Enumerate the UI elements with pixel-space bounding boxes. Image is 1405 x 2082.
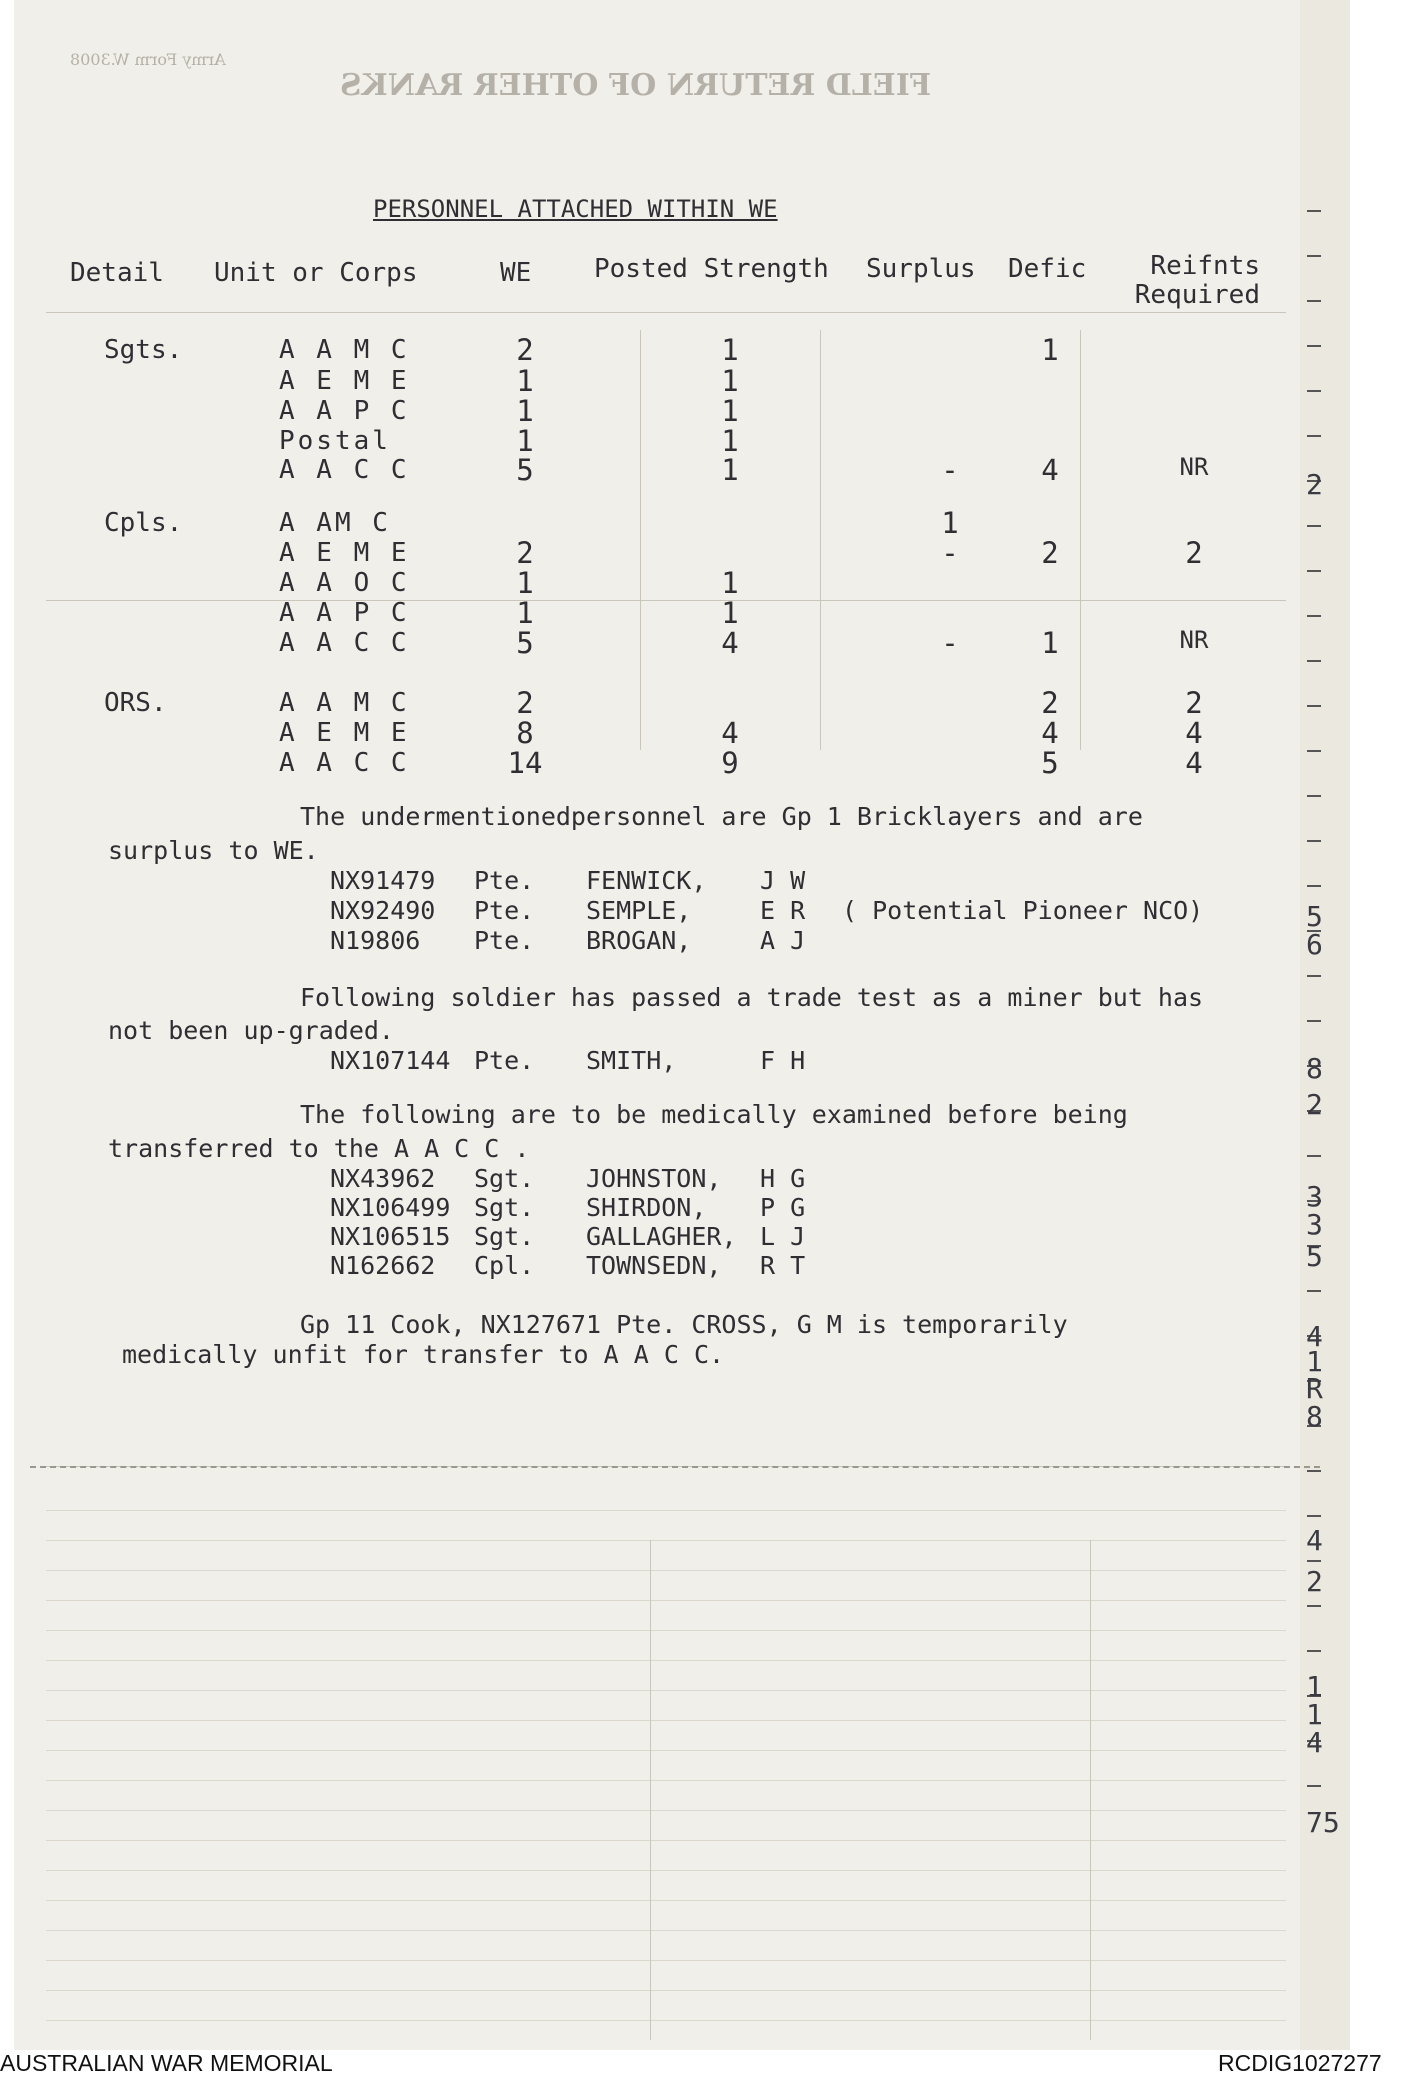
surname: FENWICK, — [586, 866, 707, 895]
posted-cell: 1 — [721, 333, 739, 367]
form-rule — [46, 1780, 1286, 1781]
detail-label: ORS. — [104, 688, 167, 718]
rank: Pte. — [474, 926, 535, 955]
we-cell: 2 — [516, 333, 534, 367]
service-number: N19806 — [330, 926, 421, 955]
margin-number: 75 — [1306, 1806, 1340, 1839]
rank: Pte. — [474, 866, 535, 895]
unit-cell: A A C C — [279, 455, 410, 485]
form-rule — [46, 1750, 1286, 1751]
note-cook-line1: Gp 11 Cook, NX127671 Pte. CROSS, G M is temporarily — [300, 1310, 1068, 1339]
margin-number: 6 — [1306, 928, 1323, 961]
unit-cell: A A P C — [279, 598, 410, 628]
form-rule — [46, 312, 1286, 313]
unit-cell: A A C C — [279, 748, 410, 778]
defic-cell: 2 — [1041, 686, 1059, 720]
we-cell: 1 — [516, 364, 534, 398]
form-rule — [46, 1870, 1286, 1871]
form-rule — [46, 1960, 1286, 1961]
detail-label: Sgts. — [104, 335, 183, 365]
margin-tick — [1307, 390, 1321, 392]
reinf-cell: NR — [1179, 626, 1209, 654]
col-header-unit: Unit or Corps — [214, 258, 418, 288]
rank: Cpl. — [474, 1251, 535, 1280]
form-rule — [46, 1510, 1286, 1511]
rank: Pte. — [474, 896, 535, 925]
we-cell: 2 — [516, 536, 534, 570]
reinf-cell: 2 — [1185, 536, 1203, 570]
margin-tick — [1307, 885, 1321, 887]
fold-line — [30, 1466, 1320, 1468]
service-number: N162662 — [330, 1251, 436, 1280]
surplus-cell: 1 — [941, 506, 959, 540]
margin-tick — [1307, 1605, 1321, 1607]
col-header-we: WE — [500, 258, 532, 288]
we-cell: 1 — [516, 424, 534, 458]
margin-number: 8 — [1306, 1400, 1323, 1433]
surname: SMITH, — [586, 1046, 677, 1075]
margin-number: 4 — [1306, 1726, 1323, 1759]
margin-tick — [1307, 435, 1321, 437]
form-column-line — [820, 330, 821, 750]
margin-tick — [1307, 1560, 1321, 1562]
col-header-defic: Defic — [1008, 254, 1087, 284]
form-rule — [46, 1900, 1286, 1901]
margin-tick — [1307, 795, 1321, 797]
margin-tick — [1307, 660, 1321, 662]
unit-cell: A A C C — [279, 628, 410, 658]
we-cell: 1 — [516, 394, 534, 428]
margin-tick — [1307, 570, 1321, 572]
col-header-surplus: Surplus — [866, 254, 976, 284]
form-rule — [46, 600, 1286, 601]
unit-cell: A E M E — [279, 366, 410, 396]
rank: Sgt. — [474, 1164, 535, 1193]
posted-cell: 1 — [721, 453, 739, 487]
unit-cell: A E M E — [279, 538, 410, 568]
unit-cell: Postal — [279, 426, 391, 456]
margin-number: 2 — [1306, 1565, 1323, 1598]
note-bricklayers-line2: surplus to WE. — [108, 836, 319, 865]
mirrored-form-title: FIELD RETURN OF OTHER RANKS — [340, 68, 932, 103]
col-header-posted: Posted Strength — [594, 254, 829, 284]
posted-cell: 1 — [721, 394, 739, 428]
margin-number: 1 — [1306, 1345, 1323, 1378]
margin-tick — [1307, 975, 1321, 977]
margin-tick — [1307, 345, 1321, 347]
reinf-cell: 4 — [1185, 746, 1203, 780]
form-rule — [46, 1600, 1286, 1601]
posted-cell: 1 — [721, 364, 739, 398]
initials: A J — [760, 926, 806, 955]
unit-cell: A AM C — [279, 508, 391, 538]
detail-label: Cpls. — [104, 508, 183, 538]
form-rule — [46, 1810, 1286, 1811]
posted-cell: 4 — [721, 716, 739, 750]
note-medical-line1: The following are to be medically examined before being — [300, 1100, 1128, 1129]
we-cell: 5 — [516, 453, 534, 487]
initials: J W — [760, 866, 806, 895]
note-miner-line2: not been up-graded. — [108, 1016, 394, 1045]
surname: SHIRDON, — [586, 1193, 707, 1222]
form-rule — [46, 1990, 1286, 1991]
mirrored-form-ref: Army Form W.3008 — [70, 50, 226, 69]
margin-number: 1 — [1306, 1698, 1323, 1731]
initials: L J — [760, 1222, 806, 1251]
defic-cell: 2 — [1041, 536, 1059, 570]
we-cell: 5 — [516, 626, 534, 660]
margin-tick — [1307, 750, 1321, 752]
unit-cell: A A M C — [279, 335, 410, 365]
reinf-cell: NR — [1179, 453, 1209, 481]
form-column-line — [1080, 330, 1081, 750]
posted-cell: 1 — [721, 596, 739, 630]
margin-number: 2 — [1306, 468, 1323, 501]
note-bricklayers-line1: The undermentionedpersonnel are Gp 1 Bricklayers and are — [300, 802, 1143, 831]
posted-cell: 1 — [721, 566, 739, 600]
margin-tick — [1307, 1290, 1321, 1292]
form-rule — [46, 1540, 1286, 1541]
reinf-cell: 4 — [1185, 716, 1203, 750]
col-header-reinf: Reifnts Required — [1134, 251, 1260, 310]
service-number: NX91479 — [330, 866, 436, 895]
posted-cell: 4 — [721, 626, 739, 660]
unit-cell: A A O C — [279, 568, 410, 598]
form-rule — [46, 2020, 1286, 2021]
margin-number: 5 — [1306, 1240, 1323, 1273]
initials: E R — [760, 896, 806, 925]
defic-cell: 1 — [1041, 626, 1059, 660]
rank: Pte. — [474, 1046, 535, 1075]
margin-tick — [1307, 1515, 1321, 1517]
rank: Sgt. — [474, 1222, 535, 1251]
defic-cell: 4 — [1041, 716, 1059, 750]
initials: F H — [760, 1046, 806, 1075]
col-header-detail: Detail — [70, 258, 164, 288]
initials: P G — [760, 1193, 806, 1222]
defic-cell: 1 — [1041, 333, 1059, 367]
unit-cell: A A P C — [279, 396, 410, 426]
surplus-cell: - — [941, 626, 959, 660]
note-medical-line2: transferred to the A A C C . — [108, 1134, 530, 1163]
service-number: NX106515 — [330, 1222, 451, 1251]
service-number: NX43962 — [330, 1164, 436, 1193]
margin-number: 5 — [1306, 900, 1323, 933]
initials: H G — [760, 1164, 806, 1193]
surplus-cell: - — [941, 536, 959, 570]
reinf-cell: 2 — [1185, 686, 1203, 720]
form-rule — [46, 1840, 1286, 1841]
posted-cell: 9 — [721, 746, 739, 780]
margin-tick — [1307, 1470, 1321, 1472]
footer-reference: RCDIG1027277 — [1218, 2050, 1382, 2076]
remark: ( Potential Pioneer NCO) — [842, 896, 1204, 925]
initials: R T — [760, 1251, 806, 1280]
margin-number: 2 — [1306, 1088, 1323, 1121]
margin-tick — [1307, 705, 1321, 707]
we-cell: 2 — [516, 686, 534, 720]
form-column-line — [1090, 1540, 1091, 2040]
form-rule — [46, 1630, 1286, 1631]
surname: GALLAGHER, — [586, 1222, 737, 1251]
margin-tick — [1307, 255, 1321, 257]
form-rule — [46, 1690, 1286, 1691]
rank: Sgt. — [474, 1193, 535, 1222]
surname: BROGAN, — [586, 926, 692, 955]
note-miner-line1: Following soldier has passed a trade test as a miner but has — [300, 983, 1204, 1012]
surname: JOHNSTON, — [586, 1164, 722, 1193]
unit-cell: A A M C — [279, 688, 410, 718]
service-number: NX107144 — [330, 1046, 451, 1075]
surplus-cell: - — [941, 453, 959, 487]
margin-number: 4 — [1306, 1320, 1323, 1353]
service-number: NX106499 — [330, 1193, 451, 1222]
we-cell: 14 — [507, 746, 543, 780]
footer-credit: AUSTRALIAN WAR MEMORIAL — [0, 2050, 333, 2076]
defic-cell: 4 — [1041, 453, 1059, 487]
margin-number: 3 — [1306, 1208, 1323, 1241]
we-cell: 1 — [516, 596, 534, 630]
unit-cell: A E M E — [279, 718, 410, 748]
margin-number: 1 — [1306, 1670, 1323, 1703]
note-cook-line2: medically unfit for transfer to A A C C. — [122, 1340, 725, 1369]
we-cell: 8 — [516, 716, 534, 750]
margin-number: 8 — [1306, 1052, 1323, 1085]
posted-cell: 1 — [721, 424, 739, 458]
margin-number: 3 — [1306, 1180, 1323, 1213]
form-column-line — [640, 330, 641, 750]
margin-tick — [1307, 210, 1321, 212]
form-rule — [46, 1720, 1286, 1721]
margin-tick — [1307, 840, 1321, 842]
margin-number: 4 — [1306, 1524, 1323, 1557]
form-rule — [46, 1570, 1286, 1571]
margin-tick — [1307, 525, 1321, 527]
form-rule — [46, 1930, 1286, 1931]
margin-tick — [1307, 1650, 1321, 1652]
form-column-line — [650, 1540, 651, 2040]
margin-tick — [1307, 1020, 1321, 1022]
margin-tick — [1307, 1155, 1321, 1157]
form-rule — [46, 1660, 1286, 1661]
defic-cell: 5 — [1041, 746, 1059, 780]
margin-tick — [1307, 300, 1321, 302]
margin-tick — [1307, 615, 1321, 617]
margin-number: R — [1306, 1372, 1323, 1405]
margin-tick — [1307, 1785, 1321, 1787]
surname: SEMPLE, — [586, 896, 692, 925]
we-cell: 1 — [516, 566, 534, 600]
section-title: PERSONNEL ATTACHED WITHIN WE — [373, 195, 778, 223]
service-number: NX92490 — [330, 896, 436, 925]
surname: TOWNSEDN, — [586, 1251, 722, 1280]
